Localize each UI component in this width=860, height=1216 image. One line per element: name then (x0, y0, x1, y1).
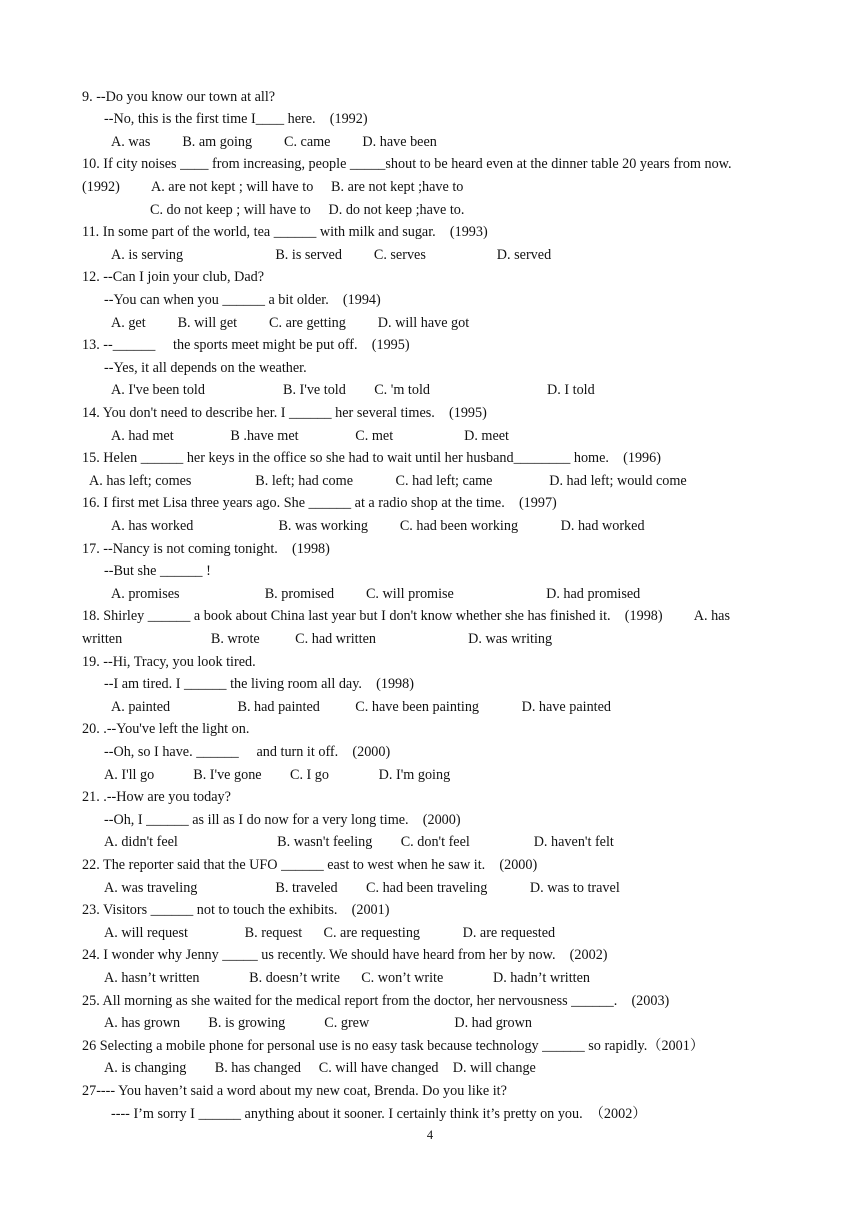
text-line: 16. I first met Lisa three years ago. She ______ at a radio shop at the time. (1997) (82, 495, 557, 512)
text-line: 14. You don't need to describe her. I ______ her several times. (1995) (82, 404, 487, 421)
text-line: --No, this is the first time I____ here. (1992) (104, 111, 368, 128)
text-line: 20. .--You've left the light on. (82, 721, 250, 738)
text-line: --Yes, it all depends on the weather. (104, 359, 307, 376)
text-line: 15. Helen ______ her keys in the office so she had to wait until her husband________ home. (1996) (82, 450, 661, 467)
text-line: 26 Selecting a mobile phone for personal use is no easy task because technology ______ so rapidly.（2001） (82, 1037, 705, 1054)
text-line: 17. --Nancy is not coming tonight. (1998) (82, 540, 330, 557)
text-line: 27---- You haven’t said a word about my new coat, Brenda. Do you like it? (82, 1082, 507, 1099)
page-number: 4 (426, 1128, 434, 1142)
text-line: A. was B. am going C. came D. have been (111, 133, 437, 150)
text-line: 13. --______ the sports meet might be put off. (1995) (82, 337, 410, 354)
text-line: (1992) A. are not kept ; will have to B. are not kept ;have to (82, 178, 464, 195)
text-line: A. didn't feel B. wasn't feeling C. don't feel D. haven't felt (104, 834, 614, 851)
text-line: 9. --Do you know our town at all? (82, 88, 276, 105)
text-line: 10. If city noises ____ from increasing, people _____shout to be heard even at the dinner table 20 years from now. (82, 156, 732, 173)
text-line: A. get B. will get C. are getting D. will have got (111, 314, 470, 331)
text-line: A. I've been told B. I've told C. 'm told D. I told (111, 382, 595, 399)
text-line: A. has grown B. is growing C. grew D. had grown (104, 1015, 532, 1032)
text-line: 24. I wonder why Jenny _____ us recently. We should have heard from her by now. (2002) (82, 947, 608, 964)
text-line: 19. --Hi, Tracy, you look tired. (82, 653, 256, 670)
text-line: A. has left; comes B. left; had come C. had left; came D. had left; would come (89, 472, 687, 489)
text-line: --Oh, I ______ as ill as I do now for a very long time. (2000) (104, 811, 461, 828)
text-line: A. is serving B. is served C. serves D. served (111, 246, 552, 263)
text-line: --But she ______ ! (104, 563, 211, 580)
text-line: A. has worked B. was working C. had been working D. had worked (111, 517, 645, 534)
text-line: A. had met B .have met C. met D. meet (111, 427, 509, 444)
text-line: C. do not keep ; will have to D. do not keep ;have to. (150, 201, 465, 218)
text-line: 18. Shirley ______ a book about China last year but I don't know whether she has finished it. (1998) A. has (82, 608, 730, 625)
text-line: A. promises B. promised C. will promise D. had promised (111, 585, 641, 602)
text-line: 25. All morning as she waited for the medical report from the doctor, her nervousness ______. (2003) (82, 992, 670, 1009)
text-line: A. painted B. had painted C. have been painting D. have painted (111, 698, 612, 715)
text-line: --You can when you ______ a bit older. (1994) (104, 291, 381, 308)
text-line: written B. wrote C. had written D. was writing (82, 630, 553, 647)
text-line: A. will request B. request C. are requesting D. are requested (104, 924, 556, 941)
text-line: 11. In some part of the world, tea ______ with milk and sugar. (1993) (82, 224, 488, 241)
text-line: A. was traveling B. traveled C. had been traveling D. was to travel (104, 879, 620, 896)
text-line: 21. .--How are you today? (82, 789, 231, 806)
text-line: A. hasn’t written B. doesn’t write C. won’t write D. hadn’t written (104, 969, 591, 986)
text-line: A. is changing B. has changed C. will have changed D. will change (104, 1060, 536, 1077)
text-line: 22. The reporter said that the UFO ______ east to west when he saw it. (2000) (82, 856, 538, 873)
text-line: 12. --Can I join your club, Dad? (82, 269, 265, 286)
text-line: --Oh, so I have. ______ and turn it off. (2000) (104, 743, 391, 760)
text-line: --I am tired. I ______ the living room all day. (1998) (104, 676, 414, 693)
text-line: ---- I’m sorry I ______ anything about it sooner. I certainly think it’s pretty on you. （2002） (111, 1105, 647, 1122)
text-line: A. I'll go B. I've gone C. I go D. I'm going (104, 766, 451, 783)
text-line: 23. Visitors ______ not to touch the exhibits. (2001) (82, 902, 390, 919)
